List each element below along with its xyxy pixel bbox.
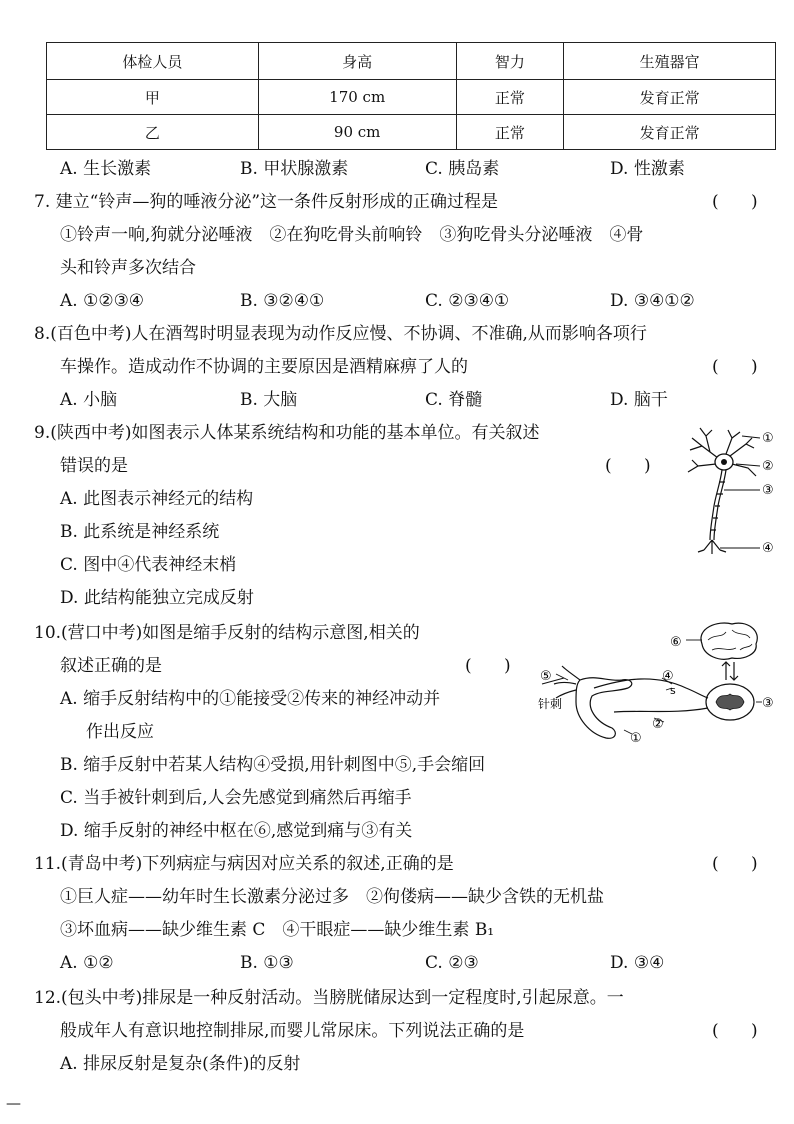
- q6-option-a: A. 生长激素: [60, 159, 152, 179]
- figure-label: ④: [762, 541, 774, 556]
- figure-label: ②: [762, 459, 774, 474]
- footer-dash: —: [6, 1094, 21, 1112]
- figure-label: ②: [652, 717, 664, 732]
- q7-line2: ①铃声一响,狗就分泌唾液 ②在狗吃骨头前响铃 ③狗吃骨头分泌唾液 ④骨: [60, 225, 644, 245]
- table-cell: 乙: [47, 115, 259, 150]
- q6-option-b: B. 甲状腺激素: [240, 159, 349, 179]
- figure-label: ③: [762, 696, 774, 711]
- q7-option-a: A. ①②③④: [60, 291, 145, 311]
- q12-option-a: A. 排尿反射是复杂(条件)的反射: [60, 1054, 301, 1074]
- q10-option-a: A. 缩手反射结构中的①能接受②传来的神经冲动并: [60, 689, 441, 709]
- q9-option-b: B. 此系统是神经系统: [60, 522, 220, 542]
- table-row: [47, 115, 776, 150]
- table-cell: 甲: [47, 80, 259, 115]
- table-header-cell: 智力: [456, 43, 564, 80]
- table-row: [47, 80, 776, 115]
- q10-option-d: D. 缩手反射的神经中枢在⑥,感觉到痛与③有关: [60, 821, 413, 841]
- q9-option-d: D. 此结构能独立完成反射: [60, 588, 254, 608]
- q10-option-c: C. 当手被针刺到后,人会先感觉到痛然后再缩手: [60, 788, 412, 808]
- q6-option-c: C. 胰岛素: [425, 159, 500, 179]
- table-cell: 正常: [456, 115, 564, 150]
- table-cell: 170 cm: [258, 80, 456, 115]
- q12-stem: 12.(包头中考)排尿是一种反射活动。当膀胱储尿达到一定程度时,引起尿意。一: [34, 988, 624, 1008]
- q7-line3: 头和铃声多次结合: [60, 258, 196, 278]
- q6-option-d: D. 性激素: [610, 159, 685, 179]
- neuron-figure: [680, 424, 780, 564]
- table-cell: 90 cm: [258, 115, 456, 150]
- table-header-cell: 身高: [258, 43, 456, 80]
- neuron-nucleus: [721, 459, 727, 465]
- q12-answer-paren: ( ): [712, 1021, 758, 1041]
- q11-line2: ①巨人症——幼年时生长激素分泌过多 ②佝偻病——缺少含铁的无机盐: [60, 887, 604, 907]
- q8-stem: 8.(百色中考)人在酒驾时明显表现为动作反应慢、不协调、不准确,从而影响各项行: [34, 324, 647, 344]
- q8-option-d: D. 脑干: [610, 390, 668, 410]
- figure-label: ⑥: [670, 635, 682, 650]
- q9-option-a: A. 此图表示神经元的结构: [60, 489, 254, 509]
- figure-label: ⑤: [540, 669, 552, 684]
- q12-line2: 般成年人有意识地控制排尿,而婴儿常尿床。下列说法正确的是: [60, 1021, 525, 1041]
- q8-option-a: A. 小脑: [60, 390, 118, 410]
- q11-stem: 11.(青岛中考)下列病症与病因对应关系的叙述,正确的是: [34, 854, 454, 874]
- q11-option-a: A. ①②: [60, 953, 114, 973]
- q10-line2: 叙述正确的是: [60, 656, 162, 676]
- q11-line3: ③坏血病——缺少维生素 C ④干眼症——缺少维生素 B₁: [60, 920, 495, 940]
- table-cell: 发育正常: [564, 115, 776, 150]
- q10-option-a-cont: 作出反应: [86, 722, 154, 742]
- reflex-arc-figure: [536, 618, 780, 750]
- q8-line2: 车操作。造成动作不协调的主要原因是酒精麻痹了人的: [60, 357, 468, 377]
- q9-option-c: C. 图中④代表神经末梢: [60, 555, 237, 575]
- figure-label: ①: [762, 431, 774, 446]
- table-header-cell: 生殖器官: [564, 43, 776, 80]
- exam-table: [46, 42, 776, 150]
- q7-option-b: B. ③②④①: [240, 291, 325, 311]
- q9-answer-paren: ( ): [605, 456, 651, 476]
- q10-option-b: B. 缩手反射中若某人结构④受损,用针刺图中⑤,手会缩回: [60, 755, 486, 775]
- brain-shape: [701, 623, 757, 659]
- q11-option-b: B. ①③: [240, 953, 294, 973]
- q11-answer-paren: ( ): [712, 854, 758, 874]
- q9-stem: 9.(陕西中考)如图表示人体某系统结构和功能的基本单位。有关叙述: [34, 423, 540, 443]
- table-cell: 发育正常: [564, 80, 776, 115]
- table-cell: 正常: [456, 80, 564, 115]
- q8-option-c: C. 脊髓: [425, 390, 483, 410]
- figure-label: ④: [662, 669, 674, 684]
- q10-stem: 10.(营口中考)如图是缩手反射的结构示意图,相关的: [34, 623, 420, 643]
- figure-label: ③: [762, 483, 774, 498]
- figure-mark: s: [670, 684, 676, 697]
- table-header-cell: 体检人员: [47, 43, 259, 80]
- q11-option-d: D. ③④: [610, 953, 665, 973]
- q7-answer-paren: ( ): [712, 192, 758, 212]
- q10-answer-paren: ( ): [465, 656, 511, 676]
- q8-answer-paren: ( ): [712, 357, 758, 377]
- q9-line2: 错误的是: [60, 456, 128, 476]
- table-header-row: [47, 43, 776, 80]
- q7-option-d: D. ③④①②: [610, 291, 695, 311]
- q11-option-c: C. ②③: [425, 953, 479, 973]
- q7-option-c: C. ②③④①: [425, 291, 510, 311]
- q8-option-b: B. 大脑: [240, 390, 298, 410]
- figure-label: ①: [630, 731, 642, 746]
- needle-label: 针刺: [538, 697, 563, 711]
- q7-stem: 7. 建立“铃声—狗的唾液分泌”这一条件反射形成的正确过程是: [34, 192, 499, 212]
